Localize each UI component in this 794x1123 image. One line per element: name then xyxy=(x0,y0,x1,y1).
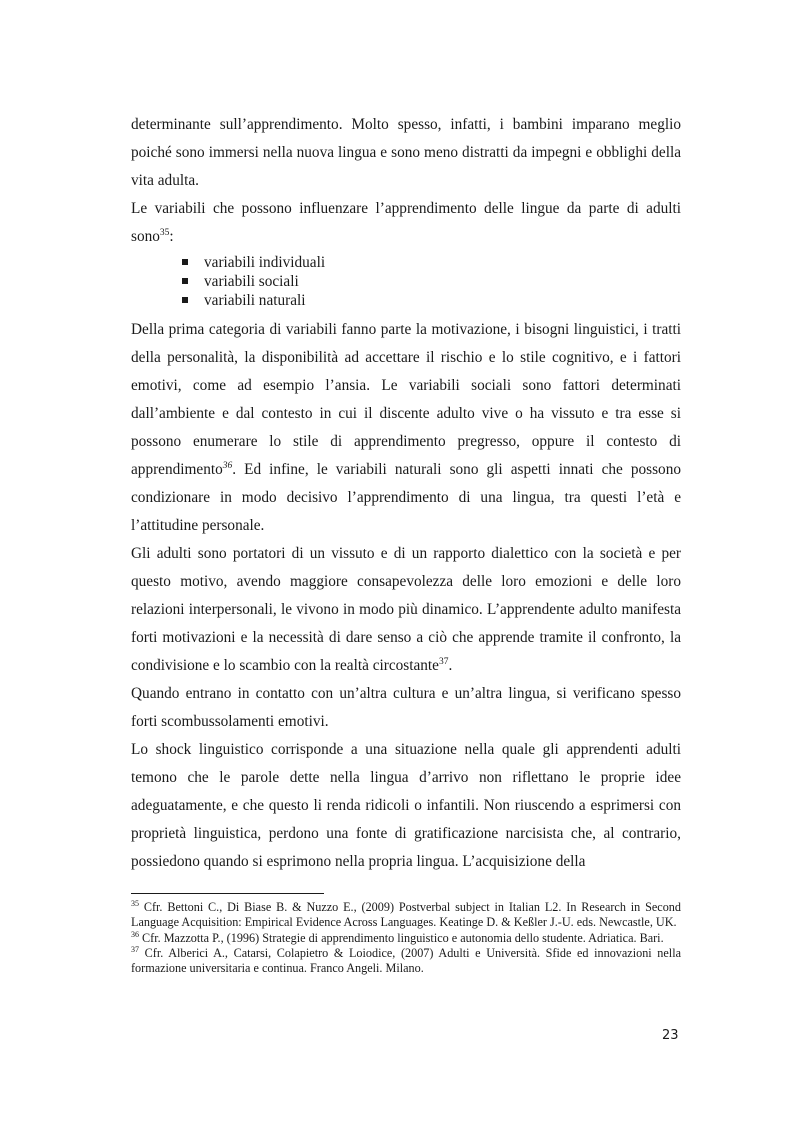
variables-list xyxy=(131,253,681,310)
footnotes xyxy=(131,900,681,976)
footnote-36 xyxy=(131,931,681,946)
paragraph-4-text: Gli adulti sono portatori di un vissuto e di un rapporto dialettico con la società e per questo motivo, avendo maggiore consapevolezza delle loro emozioni e delle loro relazioni interpersonali, le vivono in modo più dinamico. L’apprendente adulto manifesta forti motivazioni e la necessità di dare senso a ciò che apprende tramite il confronto, la condivisione e lo scambio con la realtà circostante xyxy=(131,545,681,674)
paragraph-5: Quando entrano in contatto con un’altra cultura e un’altra lingua, si verificano spesso forti scombussolamenti emotivi. xyxy=(131,685,681,730)
body-text xyxy=(131,111,681,876)
paragraph-2-end: : xyxy=(169,228,174,245)
page-number: 23 xyxy=(662,1028,679,1043)
paragraph-2 xyxy=(131,195,681,251)
paragraph-6: Lo shock linguistico corrisponde a una situazione nella quale gli apprendenti adulti temono che le parole dette nella lingua d’arrivo non riflettano le proprie idee adeguatamente, e che questo li renda ridicoli o infantili. Non riuscendo a esprimersi con proprietà linguistica, perdono una fonte di gratificazione narcisista che, al contrario, possiedono quando si esprimono nella propria lingua. L’acquisizione della xyxy=(131,741,681,870)
footnote-ref-37: 37 xyxy=(438,656,449,667)
paragraph-3 xyxy=(131,316,681,540)
paragraph-2-text: Le variabili che possono influenzare l’apprendimento delle lingue da parte di adulti sono xyxy=(131,200,681,245)
list-item: variabili naturali xyxy=(180,291,681,310)
footnote-number: 35 xyxy=(131,898,139,908)
footnote-number: 36 xyxy=(131,929,139,939)
footnote-text: Cfr. Mazzotta P., (1996) Strategie di apprendimento linguistico e autonomia dello studente. Adriatica. Bari. xyxy=(139,930,664,945)
footnote-text: Cfr. Bettoni C., Di Biase B. & Nuzzo E., (2009) Postverbal subject in Italian L2. In Research in Second Language Acquisition: Empirical Evidence Across Languages. Keatinge D. & Keßler J.-U. eds. Newcastle, UK. xyxy=(131,900,681,930)
footnote-ref-36: 36 xyxy=(222,460,233,471)
footnote-37 xyxy=(131,946,681,977)
footnote-ref-35: 35 xyxy=(159,227,170,238)
footnote-number: 37 xyxy=(131,944,139,954)
list-item: variabili sociali xyxy=(180,272,681,291)
paragraph-4-text-end: . xyxy=(448,657,453,674)
paragraph-1: determinante sull’apprendimento. Molto spesso, infatti, i bambini imparano meglio poiché sono immersi nella nuova lingua e sono meno distratti da impegni e obblighi della vita adulta. xyxy=(131,116,681,189)
footnote-35 xyxy=(131,900,681,931)
paragraph-3-text-end: . Ed infine, le variabili naturali sono gli aspetti innati che possono condizionare in modo decisivo l’apprendimento di una lingua, tra questi l’età e l’attitudine personale. xyxy=(131,461,681,534)
footnote-text: Cfr. Alberici A., Catarsi, Colapietro & Loiodice, (2007) Adulti e Università. Sfide ed innovazioni nella formazione universitaria e continua. Franco Angeli. Milano. xyxy=(131,945,681,976)
footnote-divider xyxy=(131,893,324,894)
paragraph-3-text: Della prima categoria di variabili fanno parte la motivazione, i bisogni linguistici, i tratti della personalità, la disponibilità ad accettare il rischio e lo stile cognitivo, e i fattori emotivi, come ad esempio l’ansia. Le variabili sociali sono fattori determinati dall’ambiente e dal contesto in cui il discente adulto vive o ha vissuto e tra esse si possono enumerare lo stile di apprendimento pregresso, oppure il contesto di apprendimento xyxy=(131,321,681,478)
list-item: variabili individuali xyxy=(180,253,681,272)
paragraph-4 xyxy=(131,540,681,680)
